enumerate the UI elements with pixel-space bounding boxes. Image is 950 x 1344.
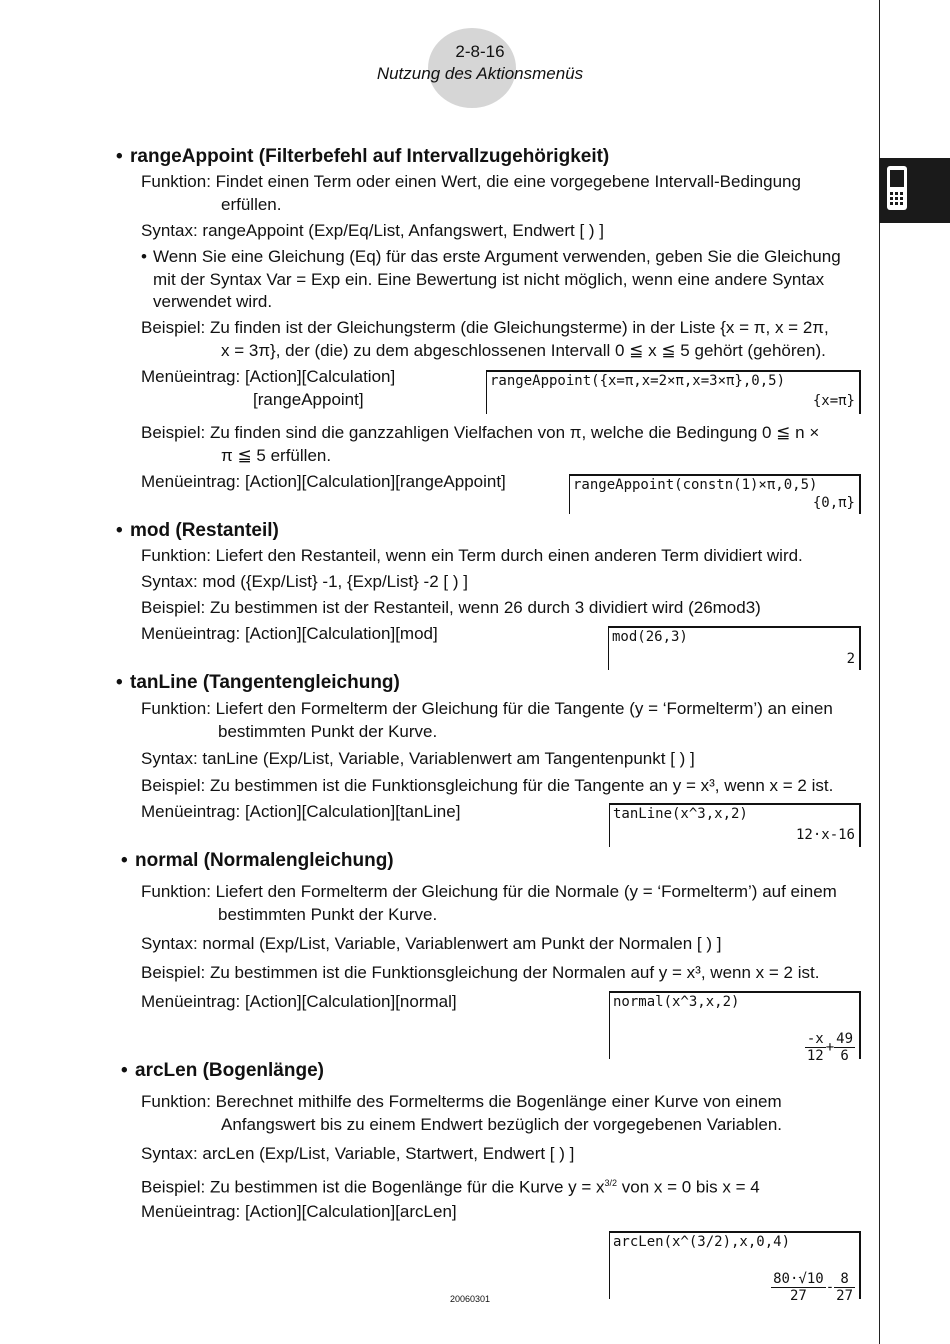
fraction: $\frac{80\cdot√10}{27}$ <box>773 1271 824 1304</box>
mod-menu: Menüeintrag: [Action][Calculation][mod] <box>141 624 438 643</box>
normal-funktion-2: bestimmten Punkt der Kurve. <box>218 905 438 924</box>
heading-mod: • mod (Restanteil) <box>116 520 279 541</box>
calculator-screen-mod <box>608 626 861 670</box>
mod-beispiel: Beispiel: Zu bestimmen ist der Restanteil, wenn 26 durch 3 dividiert wird (26mod3) <box>141 598 761 617</box>
rangeappoint-funktion-1: Funktion: Findet einen Term oder einen Wert, die eine vorgegebene Intervall-Bedingung <box>141 172 801 191</box>
heading-normal: • normal (Normalengleichung) <box>121 850 394 871</box>
screen-input: rangeAppoint(constn(1)×π,0,5) <box>573 477 818 493</box>
fraction: $\frac{-x}{12}$ <box>806 1031 824 1064</box>
rangeappoint-beispiel1-2: x = 3π}, der (die) zu dem abgeschlossenen Intervall 0 ≦ x ≦ 5 gehört (gehören). <box>221 341 826 360</box>
screen-output: $\frac{-x}{12}$ + $\frac{49}{6}$ <box>806 1031 853 1064</box>
tanline-syntax: Syntax: tanLine (Exp/List, Variable, Variablenwert am Tangentenpunkt [ ) ] <box>141 749 695 768</box>
mod-funktion: Funktion: Liefert den Restanteil, wenn ein Term durch einen anderen Term dividiert wird. <box>141 546 803 565</box>
screen-input: mod(26,3) <box>612 629 688 645</box>
rangeappoint-note-3: verwendet wird. <box>153 292 273 311</box>
normal-syntax: Syntax: normal (Exp/List, Variable, Variablenwert am Punkt der Normalen [ ) ] <box>141 934 722 953</box>
screen-input: normal(x^3,x,2) <box>613 994 740 1010</box>
heading-tanline: • tanLine (Tangentengleichung) <box>116 672 400 693</box>
calculator-screen-normal <box>609 991 861 1064</box>
rangeappoint-note-1: Wenn Sie eine Gleichung (Eq) für das erste Argument verwenden, geben Sie die Gleichung <box>153 247 841 266</box>
calculator-icon <box>886 165 908 211</box>
arclen-funktion-2: Anfangswert bis zu einem Endwert bezüglich der vorgegebenen Variablen. <box>221 1115 783 1134</box>
tanline-beispiel: Beispiel: Zu bestimmen ist die Funktionsgleichung für die Tangente an y = x³, wenn x = 2 ist. <box>141 776 834 795</box>
screen-output: $\frac{80\cdot√10}{27}$ - $\frac{8}{27}$ <box>773 1271 853 1304</box>
arclen-syntax: Syntax: arcLen (Exp/List, Variable, Startwert, Endwert [ ) ] <box>141 1144 575 1163</box>
calculator-screen-rangeappoint-2 <box>569 474 861 514</box>
calculator-screen-rangeappoint-1 <box>486 370 861 414</box>
rangeappoint-funktion-2: erfüllen. <box>221 195 282 214</box>
exponent: 3/2 <box>604 1178 618 1188</box>
screen-output: 12·x-16 <box>795 827 855 843</box>
rangeappoint-beispiel1-1: Beispiel: Zu finden ist der Gleichungsterm (die Gleichungsterme) in der Liste {x = π, x = 2π, <box>141 318 829 337</box>
screen-output: {x=π} <box>812 393 855 409</box>
screen-input: rangeAppoint({x=π,x=2×π,x=3×π},0,5) <box>490 373 786 389</box>
rangeappoint-note-bullet: • <box>141 247 147 266</box>
screen-output: 2 <box>846 651 855 667</box>
screen-input: arcLen(x^(3/2),x,0,4) <box>613 1234 791 1250</box>
fraction: $\frac{49}{6}$ <box>836 1031 853 1064</box>
mod-syntax: Syntax: mod ({Exp/List} -1, {Exp/List} -2 [ ) ] <box>141 572 468 591</box>
calculator-screen-tanline <box>609 803 861 847</box>
rangeappoint-menu2: Menüeintrag: [Action][Calculation][rangeAppoint] <box>141 472 506 491</box>
fraction: $\frac{8}{27}$ <box>836 1271 853 1304</box>
rangeappoint-beispiel2-1: Beispiel: Zu finden sind die ganzzahligen Vielfachen von π, welche die Bedingung 0 ≦ n × <box>141 423 820 442</box>
arclen-funktion-1: Funktion: Berechnet mithilfe des Formelterms die Bogenlänge einer Kurve von einem <box>141 1092 782 1111</box>
heading-arclen: • arcLen (Bogenlänge) <box>121 1060 324 1081</box>
rangeappoint-beispiel2-2: π ≦ 5 erfüllen. <box>221 446 332 465</box>
arclen-menu: Menüeintrag: [Action][Calculation][arcLen] <box>141 1202 457 1221</box>
tanline-funktion-1: Funktion: Liefert den Formelterm der Gleichung für die Tangente (y = ‘Formelterm’) an einen <box>141 699 833 718</box>
screen-input: tanLine(x^3,x,2) <box>613 806 748 822</box>
page-title: Nutzung des Aktionsmenüs <box>376 64 584 83</box>
rangeappoint-menu1-2: [rangeAppoint] <box>253 390 364 409</box>
rangeappoint-menu1-1: Menüeintrag: [Action][Calculation] <box>141 367 396 386</box>
rangeappoint-note-2: mit der Syntax Var = Exp ein. Eine Bewertung ist nicht möglich, wenn eine andere Syntax <box>153 270 825 289</box>
normal-funktion-1: Funktion: Liefert den Formelterm der Gleichung für die Normale (y = ‘Formelterm’) auf einem <box>141 882 837 901</box>
normal-beispiel: Beispiel: Zu bestimmen ist die Funktionsgleichung der Normalen auf y = x³, wenn x = 2 ist. <box>141 963 820 982</box>
arclen-beispiel: Beispiel: Zu bestimmen ist die Bogenlänge für die Kurve $y = x^{3/2}$ von x = 0 bis x = 4 <box>141 1177 760 1197</box>
rangeappoint-syntax: Syntax: rangeAppoint (Exp/Eq/List, Anfangswert, Endwert [ ) ] <box>141 221 605 240</box>
heading-rangeappoint: • rangeAppoint (Filterbefehl auf Intervallzugehörigkeit) <box>116 146 610 167</box>
screen-output: {0,π} <box>812 495 855 511</box>
tanline-funktion-2: bestimmten Punkt der Kurve. <box>218 722 438 741</box>
footer-code: 20060301 <box>449 1294 491 1304</box>
normal-menu: Menüeintrag: [Action][Calculation][normal] <box>141 992 457 1011</box>
page-number: 2-8-16 <box>455 42 505 61</box>
calculator-screen-arclen <box>609 1231 861 1304</box>
tanline-menu: Menüeintrag: [Action][Calculation][tanLine] <box>141 802 461 821</box>
